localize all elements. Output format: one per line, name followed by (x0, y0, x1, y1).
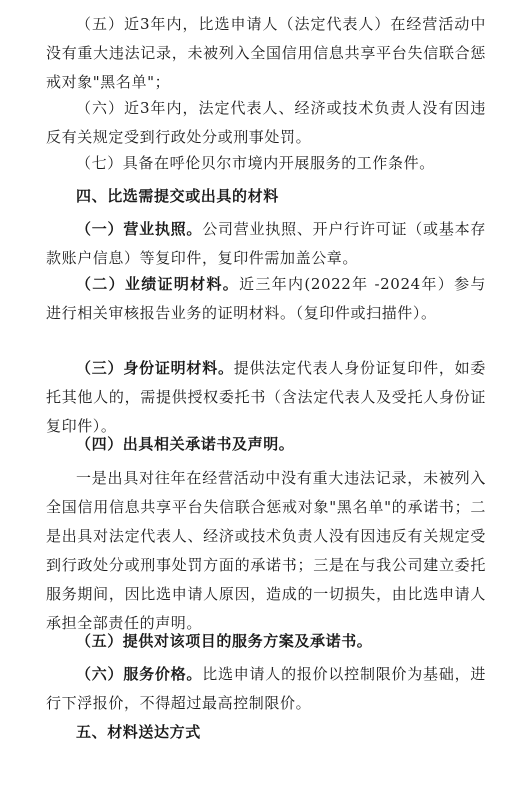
section-5-heading: 五、材料送达方式 (76, 723, 201, 741)
paragraph-material-6 (46, 660, 486, 718)
material-2-text: 近三年内(2022年 -2024年）参与进行相关审核报告业务的证明材料。（复印件或扫描件）。 (46, 275, 486, 322)
paragraph-material-4: （四）出具相关承诺书及声明。 (76, 435, 295, 453)
material-3-text: 提供法定代表人身份证复印件，如委托其他人的，需提供授权委托书（含法定代表人及受托人身份证复印件）。 (46, 359, 486, 435)
material-3-lead: （三）身份证明材料。 (76, 359, 234, 377)
material-6-lead: （六）服务价格。 (76, 665, 203, 683)
material-6-text: 比选申请人的报价以控制限价为基础，进行下浮报价，不得超过最高控制限价。 (46, 665, 486, 712)
section-4-heading: 四、比选需提交或出具的材料 (76, 187, 279, 205)
paragraph-material-4-body: 一是出具对往年在经营活动中没有重大违法记录，未被列入全国信用信息共享平台失信联合惩戒对象"黑名单"的承诺书；二是出具对法定代表人、经济或技术负责人没有因违反有关规定受到行政处分或刑事处罚方面的承诺书；三是在与我公司建立委托服务期间，因比选申请人原因，造成的一切损失，由比选申请人承担全部责任的声明。 (46, 469, 486, 632)
material-2-lead: （二）业绩证明材料。 (76, 275, 240, 293)
material-1-lead: （一）营业执照。 (76, 220, 203, 238)
material-1-text: 公司营业执照、开户行许可证（或基本存款账户信息）等复印件，复印件需加盖公章。 (46, 220, 486, 267)
paragraph-condition-5: （五）近3年内，比选申请人（法定代表人）在经营活动中没有重大违法记录，未被列入全国信用信息共享平台失信联合惩戒对象"黑名单"； (46, 15, 486, 91)
paragraph-condition-7: （七）具备在呼伦贝尔市境内开展服务的工作条件。 (76, 154, 435, 172)
paragraph-material-1 (46, 215, 486, 273)
paragraph-material-2 (46, 270, 486, 328)
paragraph-condition-6: （六）近3年内，法定代表人、经济或技术负责人没有因违反有关规定受到行政处分或刑事处罚。 (46, 99, 486, 146)
paragraph-material-5: （五）提供对该项目的服务方案及承诺书。 (76, 632, 373, 650)
paragraph-material-3 (46, 354, 486, 441)
